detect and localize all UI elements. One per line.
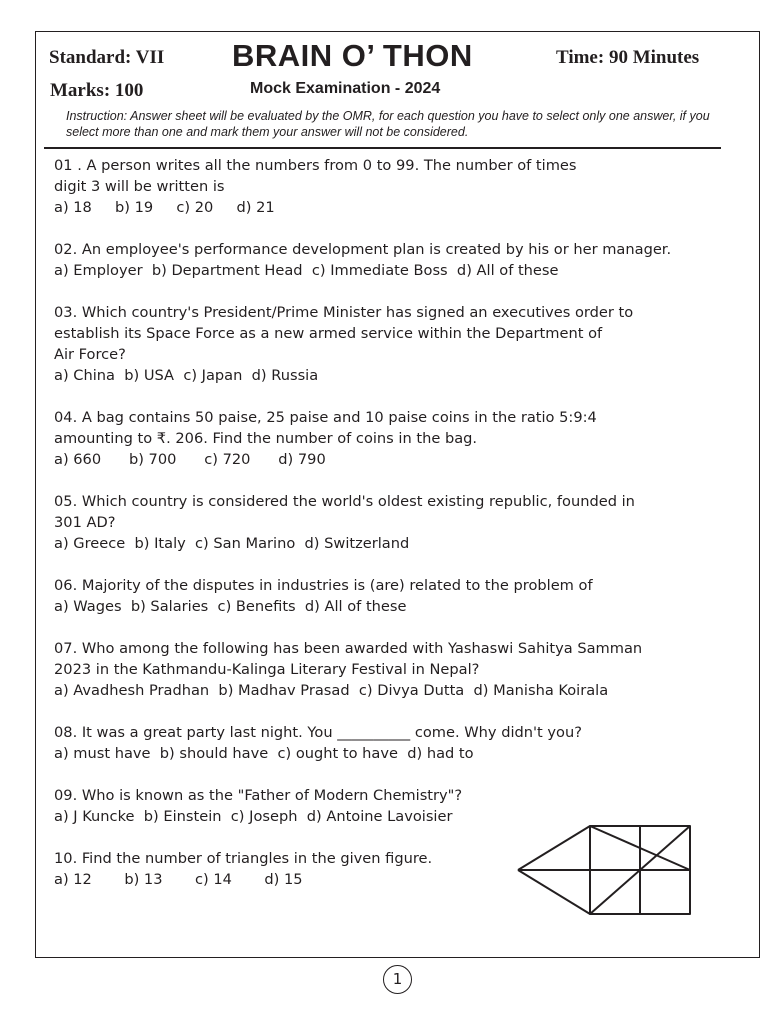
- exam-subtitle: Mock Examination - 2024: [250, 80, 441, 97]
- figure-left-upper-edge: [518, 826, 590, 870]
- question-2-options: a) Employer b) Department Head c) Immediate Boss d) All of these: [54, 262, 559, 279]
- question-3-options: a) China b) USA c) Japan d) Russia: [54, 367, 319, 384]
- question-8-options: a) must have b) should have c) ought to have d) had to: [54, 745, 474, 762]
- question-4: [54, 407, 734, 470]
- time-label: Time: 90 Minutes: [556, 47, 700, 68]
- question-3-line-2: establish its Space Force as a new armed service within the Department of: [54, 325, 603, 342]
- question-1-line-2: digit 3 will be written is: [54, 178, 225, 195]
- question-9-line-1: 09. Who is known as the "Father of Modern Chemistry"?: [54, 787, 463, 804]
- question-5: [54, 491, 734, 554]
- exam-title: BRAIN O’ THON: [232, 38, 473, 73]
- question-6-options: a) Wages b) Salaries c) Benefits d) All of these: [54, 598, 407, 615]
- question-10-options: a) 12 b) 13 c) 14 d) 15: [54, 871, 303, 888]
- triangle-figure: [512, 822, 698, 918]
- question-3-line-1: 03. Which country's President/Prime Minister has signed an executives order to: [54, 304, 634, 321]
- question-2-line-1: 02. An employee's performance development plan is created by his or her manager.: [54, 241, 672, 258]
- question-4-line-2: amounting to ₹. 206. Find the number of coins in the bag.: [54, 430, 478, 447]
- question-8: [54, 722, 734, 764]
- question-4-options: a) 660 b) 700 c) 720 d) 790: [54, 451, 326, 468]
- question-7-line-1: 07. Who among the following has been awarded with Yashaswi Sahitya Samman: [54, 640, 643, 657]
- question-list: [54, 155, 734, 911]
- question-10-line-1: 10. Find the number of triangles in the given figure.: [54, 850, 433, 867]
- question-3: [54, 302, 734, 386]
- question-5-options: a) Greece b) Italy c) San Marino d) Switzerland: [54, 535, 410, 552]
- header-divider: [44, 147, 721, 149]
- question-2: [54, 239, 734, 281]
- instruction-text: Instruction: Answer sheet will be evaluated by the OMR, for each question you have to select only one answer, if you select more than one and mark them your answer will not be considered.: [66, 109, 710, 139]
- question-9: [54, 785, 734, 827]
- question-5-line-1: 05. Which country is considered the world's oldest existing republic, founded in: [54, 493, 635, 510]
- question-1-line-1: 01 . A person writes all the numbers from 0 to 99. The number of times: [54, 157, 577, 174]
- question-1: [54, 155, 734, 218]
- standard-label: Standard: VII: [49, 47, 165, 68]
- question-6: [54, 575, 734, 617]
- question-3-line-3: Air Force?: [54, 346, 126, 363]
- question-4-line-1: 04. A bag contains 50 paise, 25 paise and 10 paise coins in the ratio 5:9:4: [54, 409, 597, 426]
- question-8-line-1: 08. It was a great party last night. You __________ come. Why didn't you?: [54, 724, 582, 741]
- figure-left-lower-edge: [518, 870, 590, 914]
- question-5-line-2: 301 AD?: [54, 514, 116, 531]
- question-7-line-2: 2023 in the Kathmandu-Kalinga Literary Festival in Nepal?: [54, 661, 480, 678]
- page-number: 1: [383, 965, 412, 994]
- question-6-line-1: 06. Majority of the disputes in industries is (are) related to the problem of: [54, 577, 593, 594]
- question-1-options: a) 18 b) 19 c) 20 d) 21: [54, 199, 275, 216]
- question-9-options: a) J Kuncke b) Einstein c) Joseph d) Antoine Lavoisier: [54, 808, 453, 825]
- question-7-options: a) Avadhesh Pradhan b) Madhav Prasad c) Divya Dutta d) Manisha Koirala: [54, 682, 609, 699]
- marks-label: Marks: 100: [50, 80, 144, 101]
- question-7: [54, 638, 734, 701]
